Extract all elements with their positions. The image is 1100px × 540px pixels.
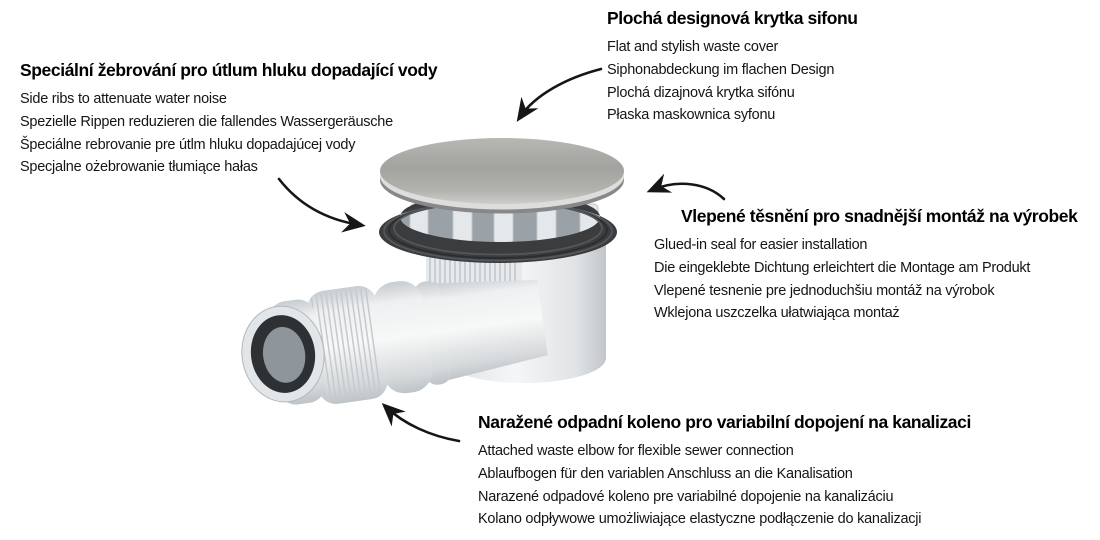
annotation-elbow-line-pl: Kolano odpływowe umożliwiające elastyczne podłączenie do kanalizacji	[478, 511, 922, 528]
annotation-ribs-heading: Speciální žebrování pro útlum hluku dopadající vody	[20, 60, 438, 80]
annotation-seal-line-pl: Wklejona uszczelka ułatwiająca montaż	[654, 305, 900, 322]
arrow-to-ribs-icon	[279, 179, 360, 225]
annotation-seal-line-de: Die eingeklebte Dichtung erleichtert die Montage am Produkt	[654, 259, 1031, 276]
annotation-cover-heading: Plochá designová krytka sifonu	[607, 8, 858, 28]
annotation-ribs-line-pl: Specjalne ożebrowanie tłumiące hałas	[20, 159, 258, 176]
annotation-ribs-line-de: Spezielle Rippen reduzieren die fallendes Wassergeräusche	[20, 113, 393, 130]
waste-elbow	[234, 261, 550, 416]
annotation-seal-heading: Vlepené těsnění pro snadnější montáž na výrobek	[681, 206, 1078, 226]
annotation-elbow-heading: Naražené odpadní koleno pro variabilní dopojení na kanalizaci	[478, 412, 971, 432]
annotation-cover-line-de: Siphonabdeckung im flachen Design	[607, 61, 835, 78]
annotation-cover-line-pl: Płaska maskownica syfonu	[607, 107, 776, 124]
annotation-elbow-line-sk: Narazené odpadové koleno pre variabilné dopojenie na kanalizáciu	[478, 488, 894, 505]
annotation-cover-line-sk: Plochá dizajnová krytka sifónu	[607, 84, 795, 101]
annotation-elbow-line-de: Ablaufbogen für den variablen Anschluss an die Kanalisation	[478, 465, 853, 482]
annotation-elbow-line-en: Attached waste elbow for flexible sewer connection	[478, 443, 794, 459]
annotation-cover	[607, 6, 858, 127]
arrow-to-gasket-icon	[652, 184, 724, 199]
annotation-ribs	[20, 58, 437, 179]
annotation-seal	[654, 204, 1077, 325]
annotation-seal-line-sk: Vlepené tesnenie pre jednoduchšiu montáž na výrobok	[654, 282, 995, 299]
annotation-cover-line-en: Flat and stylish waste cover	[607, 39, 779, 55]
annotation-seal-line-en: Glued-in seal for easier installation	[654, 237, 868, 253]
annotation-elbow	[478, 410, 971, 531]
arrow-to-cover-icon	[520, 69, 601, 117]
annotation-ribs-line-en: Side ribs to attenuate water noise	[20, 91, 227, 107]
annotation-ribs-line-sk: Špeciálne rebrovanie pre útlm hluku dopadajúcej vody	[20, 136, 356, 153]
arrow-to-elbow-icon	[386, 407, 459, 441]
